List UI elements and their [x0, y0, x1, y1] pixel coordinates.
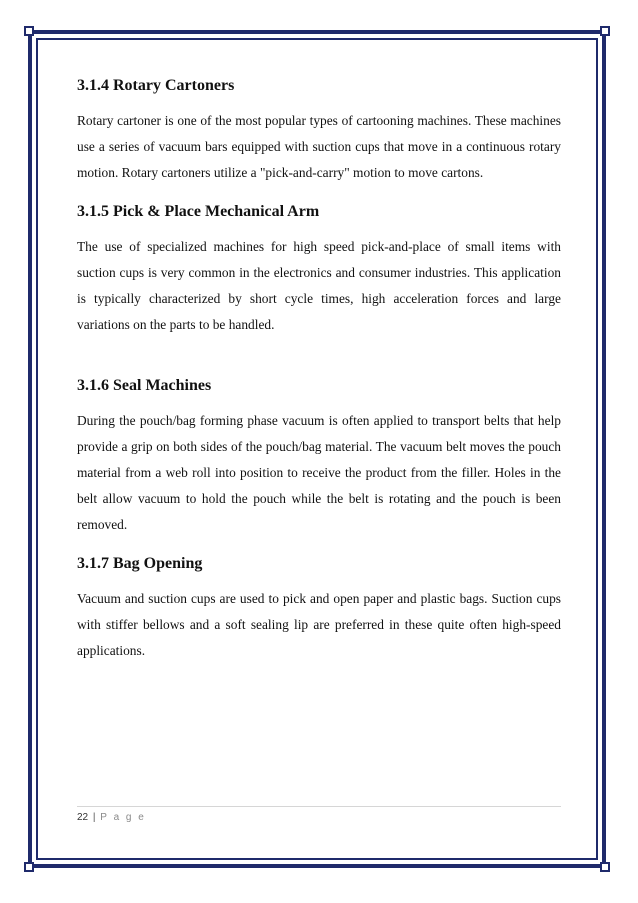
border-corner-top-left — [24, 26, 34, 36]
section-heading-bag-opening: 3.1.7 Bag Opening — [77, 555, 203, 572]
section-body-rotary-cartoners: Rotary cartoner is one of the most popular types of cartooning machines. These machines use a series of vacuum bars equipped with suction cups that move in a continuous rotary motion. Rotary cartoners utilize a "pick-and-carry" motion to move cartons. — [77, 113, 561, 180]
footer-separator: | — [92, 812, 96, 823]
spacer — [77, 354, 561, 376]
section-heading-seal-machines: 3.1.6 Seal Machines — [77, 377, 212, 394]
page-number: 22 — [77, 812, 89, 823]
border-corner-top-right — [600, 26, 610, 36]
section-heading-pick-place: 3.1.5 Pick & Place Mechanical Arm — [77, 203, 320, 220]
section-body-seal-machines: During the pouch/bag forming phase vacuum is often applied to transport belts that help provide a grip on both sides of the pouch/bag material. The vacuum belt moves the pouch material from a web roll into position to receive the product from the filler. Holes in the belt allow vacuum to hold the pouch while the belt is rotating and the pouch is been removed. — [77, 413, 561, 532]
page-content — [77, 76, 561, 680]
page-label: P a g e — [100, 812, 146, 823]
border-corner-bottom-right — [600, 862, 610, 872]
section-heading-rotary-cartoners: 3.1.4 Rotary Cartoners — [77, 77, 235, 94]
page-footer — [77, 806, 561, 823]
section-body-pick-place: The use of specialized machines for high speed pick-and-place of small items with suction cups is very common in the electronics and consumer industries. This application is typically characterized by short cycle times, high acceleration forces and large variations on the parts to be handled. — [77, 239, 561, 332]
border-corner-bottom-left — [24, 862, 34, 872]
section-body-bag-opening: Vacuum and suction cups are used to pick and open paper and plastic bags. Suction cups with stiffer bellows and a soft sealing lip are preferred in these quite often high-speed applications. — [77, 591, 561, 658]
